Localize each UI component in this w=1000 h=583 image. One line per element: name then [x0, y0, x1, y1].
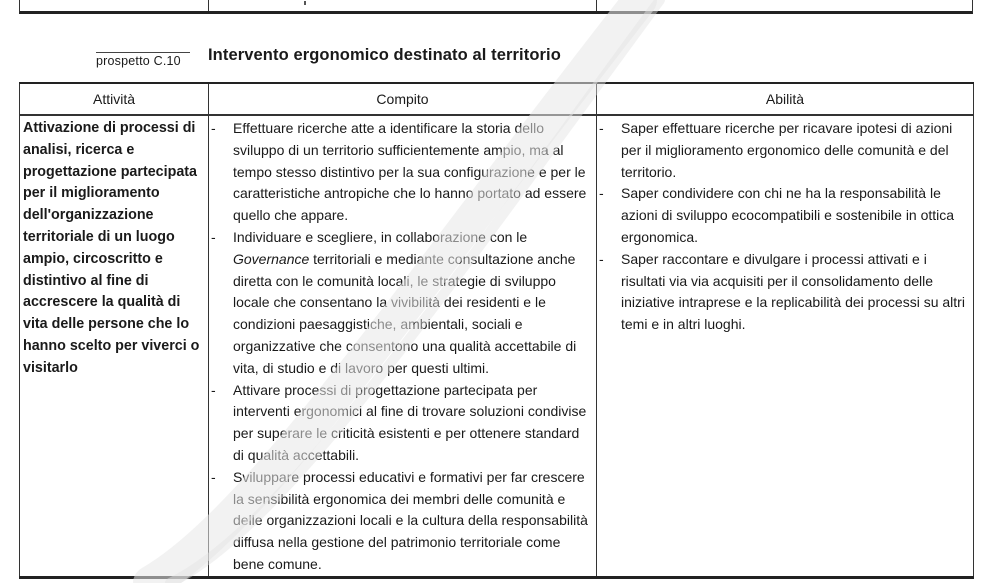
list-item: [597, 249, 973, 336]
caption-title: Intervento ergonomico destinato al territorio: [208, 46, 561, 64]
text-fragment-mark: [304, 1, 306, 5]
bullet-dash: -: [599, 185, 604, 202]
item-text: Individuare e scegliere, in collaborazione con le: [233, 228, 528, 245]
item-text: Saper condividere con chi ne ha la responsabilità le azioni di sviluppo ecocompatibili e sostenibile in ottica ergonomica.: [621, 185, 955, 245]
column-divider: [596, 0, 597, 11]
compito-list: [209, 118, 596, 576]
item-text-continued: territoriali e mediante consultazione anche diretta con le comunità locali, le strategie di sviluppo locale che consentano la vivibilità dei residenti e le condizioni paesaggistiche, ambientali, sociali e organizzative che consentono una qualità accettabile di vita, di studio e di lavoro per questi ultimi.: [233, 250, 577, 376]
caption-label: prospetto C.10: [96, 52, 190, 68]
header-attivita: Attività: [20, 83, 209, 115]
item-text: Effettuare ricerche atte a identificare la storia dello sviluppo di un territorio sufficientemente ampio, ma al tempo stesso distintivo per la sua configurazione e per le caratteristiche antropiche che lo hanno portato ad essere quello che appare.: [233, 120, 587, 224]
item-text: Saper effettuare ricerche per ricavare ipotesi di azioni per il miglioramento ergonomico delle comunità e del territorio.: [621, 120, 953, 180]
list-item: [209, 118, 596, 227]
list-item: [597, 118, 973, 183]
item-text: Attivare processi di progettazione partecipata per interventi ergonomici al fine di trovare soluzioni condivise per superare le criticità esistenti e per ottenere standard di qualità accettabili.: [233, 381, 587, 463]
list-item: [597, 183, 973, 248]
previous-table-bottom: [19, 0, 973, 14]
compito-cell: [209, 115, 597, 577]
list-item: [209, 227, 596, 380]
item-text: Sviluppare processi educativi e formativi per far crescere la sensibilità ergonomica dei membri delle comunità e delle organizzazioni locali e la cultura della responsabilità diffusa nella gestione del patrimonio territoriale come bene comune.: [233, 468, 588, 572]
header-row: [20, 83, 974, 115]
item-emphasis: Governance: [233, 250, 310, 267]
bullet-dash: -: [599, 120, 604, 136]
bullet-dash: -: [211, 120, 216, 136]
bullet-dash: -: [599, 250, 604, 267]
item-text: Saper raccontare e divulgare i processi attivati e i risultati via via acquisiti per il consolidamento delle iniziative intraprese e la replicabilità dei processi su altri temi e in altri luoghi.: [621, 250, 965, 333]
abilita-cell: [597, 115, 974, 577]
bullet-dash: -: [211, 228, 216, 245]
prospetto-table: [19, 82, 974, 579]
bullet-dash: -: [211, 381, 216, 398]
list-item: [209, 467, 596, 576]
attivita-cell: Attivazione di processi di analisi, ricerca e progettazione partecipata per il miglioramento dell'organizzazione territoriale di un luogo ampio, circoscritto e distintivo al fine di accrescere la qualità di vita delle persone che lo hanno scelto per viverci o visitarlo: [20, 115, 209, 577]
list-item: [209, 380, 596, 467]
bullet-dash: -: [211, 468, 216, 485]
header-compito: Compito: [209, 83, 597, 115]
header-abilita: Abilità: [597, 83, 974, 115]
table-row: [20, 115, 974, 577]
column-divider: [208, 0, 209, 11]
abilita-list: [597, 118, 973, 336]
